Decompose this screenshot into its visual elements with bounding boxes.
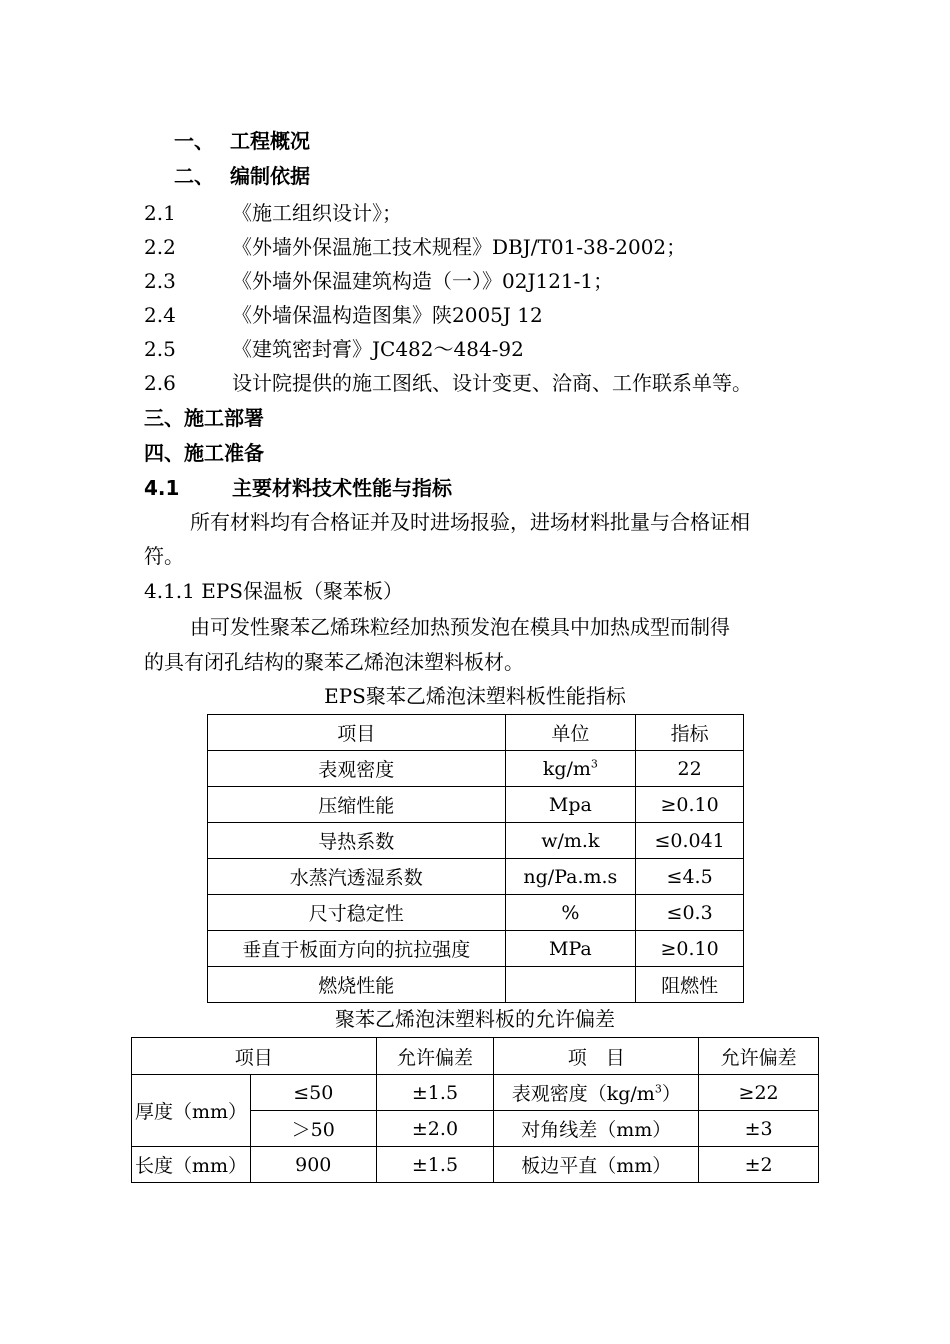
basis-item-text: 《外墙保温构造图集》陕2005J 12: [232, 303, 543, 327]
table-cell: ≥22: [699, 1075, 819, 1111]
heading-2: [174, 163, 310, 189]
table-cell: ±1.5: [376, 1147, 494, 1183]
heading-1: [174, 128, 310, 154]
table-row: [132, 1147, 819, 1183]
table-cell: [505, 967, 636, 1003]
table-cell: Mpa: [505, 787, 636, 823]
basis-item-4: [144, 302, 543, 328]
table-cell: 板边平直（mm）: [494, 1147, 699, 1183]
table-1-caption: EPS聚苯乙烯泡沫塑料板性能指标: [324, 684, 626, 708]
table-row: [208, 859, 744, 895]
heading-2-number: 二、: [174, 164, 214, 188]
density-label: 表观密度（kg/m: [511, 1083, 655, 1105]
heading-4: 四、施工准备: [144, 441, 264, 465]
header-index: 指标: [636, 715, 744, 751]
basis-item-number: 2.1: [144, 201, 176, 225]
heading-3: 三、施工部署: [144, 406, 264, 430]
table-cell: ≤50: [250, 1075, 376, 1111]
table-cell: 水蒸汽透湿系数: [208, 859, 506, 895]
basis-item-text: 《外墙外保温建筑构造（一）》02J121-1；: [232, 269, 614, 293]
table-row: [132, 1075, 819, 1111]
table-row: [208, 751, 744, 787]
length-label: 长度（mm）: [132, 1147, 251, 1183]
performance-table: [207, 714, 744, 1003]
table-cell: 尺寸稳定性: [208, 895, 506, 931]
table-header-row: [132, 1038, 819, 1075]
basis-item-3: [144, 268, 613, 294]
basis-item-number: 2.3: [144, 269, 176, 293]
table-row: [208, 931, 744, 967]
table-cell: 22: [636, 751, 744, 787]
basis-item-text: 《建筑密封膏》JC482～484-92: [232, 337, 524, 361]
table-cell: ≤0.3: [636, 895, 744, 931]
table-cell: ±2.0: [376, 1111, 494, 1147]
table-cell: ±1.5: [376, 1075, 494, 1111]
thickness-label: 厚度（mm）: [132, 1075, 251, 1147]
basis-item-number: 2.5: [144, 337, 176, 361]
table-cell: [494, 1075, 699, 1111]
heading-2-text: 编制依据: [230, 164, 310, 188]
table-cell: 垂直于板面方向的抗拉强度: [208, 931, 506, 967]
basis-item-text: 《外墙外保温施工技术规程》DBJ/T01-38-2002；: [232, 235, 687, 259]
heading-1-text: 工程概况: [230, 129, 310, 153]
table-2-caption: 聚苯乙烯泡沫塑料板的允许偏差: [335, 1007, 615, 1031]
table-cell: w/m.k: [505, 823, 636, 859]
basis-item-number: 2.2: [144, 235, 176, 259]
basis-item-1: [144, 200, 402, 226]
paragraph-2-line-1: 由可发性聚苯乙烯珠粒经加热预发泡在模具中加热成型而制得: [190, 615, 730, 639]
section-4-1-title: 主要材料技术性能与指标: [232, 476, 452, 500]
basis-item-6: [144, 370, 752, 396]
basis-item-text: 设计院提供的施工图纸、设计变更、洽商、工作联系单等。: [232, 371, 752, 395]
table-cell: 导热系数: [208, 823, 506, 859]
basis-item-2: [144, 234, 686, 260]
table-cell: %: [505, 895, 636, 931]
table-cell: [505, 751, 636, 787]
superscript: 3: [590, 757, 598, 771]
superscript: 3: [654, 1082, 662, 1096]
table-cell: MPa: [505, 931, 636, 967]
table-cell: ≥0.10: [636, 787, 744, 823]
table-row: [208, 967, 744, 1003]
table-cell: 对角线差（mm）: [494, 1111, 699, 1147]
basis-item-5: [144, 336, 524, 362]
table-cell: ±2: [699, 1147, 819, 1183]
table-row: [208, 787, 744, 823]
heading-1-number: 一、: [174, 129, 214, 153]
section-4-1-number: 4.1: [144, 476, 180, 500]
paragraph-2-line-2: 的具有闭孔结构的聚苯乙烯泡沫塑料板材。: [144, 650, 524, 674]
basis-item-number: 2.4: [144, 303, 176, 327]
table-cell: 阻燃性: [636, 967, 744, 1003]
table-row: [208, 895, 744, 931]
table-row: [208, 823, 744, 859]
table-cell: ≥0.10: [636, 931, 744, 967]
unit-text: kg/m: [542, 757, 591, 780]
table-cell: ng/Pa.m.s: [505, 859, 636, 895]
table-cell: 压缩性能: [208, 787, 506, 823]
header-item: 项目: [208, 715, 506, 751]
section-4-1: [144, 475, 452, 501]
table-cell: ＞50: [250, 1111, 376, 1147]
table-cell: 表观密度: [208, 751, 506, 787]
density-label-close: ）: [661, 1083, 681, 1105]
basis-item-text: 《施工组织设计》；: [232, 201, 402, 225]
tolerance-table: [131, 1037, 819, 1183]
table-cell: ≤4.5: [636, 859, 744, 895]
table-cell: ±3: [699, 1111, 819, 1147]
header-item-2: 项 目: [494, 1038, 699, 1075]
header-unit: 单位: [505, 715, 636, 751]
table-cell: 900: [250, 1147, 376, 1183]
header-tolerance-2: 允许偏差: [699, 1038, 819, 1075]
table-header-row: [208, 715, 744, 751]
paragraph-1-line-2: 符。: [144, 544, 184, 568]
basis-item-number: 2.6: [144, 371, 176, 395]
header-item: 项目: [132, 1038, 377, 1075]
paragraph-1-line-1: 所有材料均有合格证并及时进场报验，进场材料批量与合格证相: [190, 510, 750, 534]
table-cell: ≤0.041: [636, 823, 744, 859]
header-tolerance: 允许偏差: [376, 1038, 494, 1075]
section-4-1-1: 4.1.1 EPS保温板（聚苯板）: [144, 579, 404, 603]
table-cell: 燃烧性能: [208, 967, 506, 1003]
